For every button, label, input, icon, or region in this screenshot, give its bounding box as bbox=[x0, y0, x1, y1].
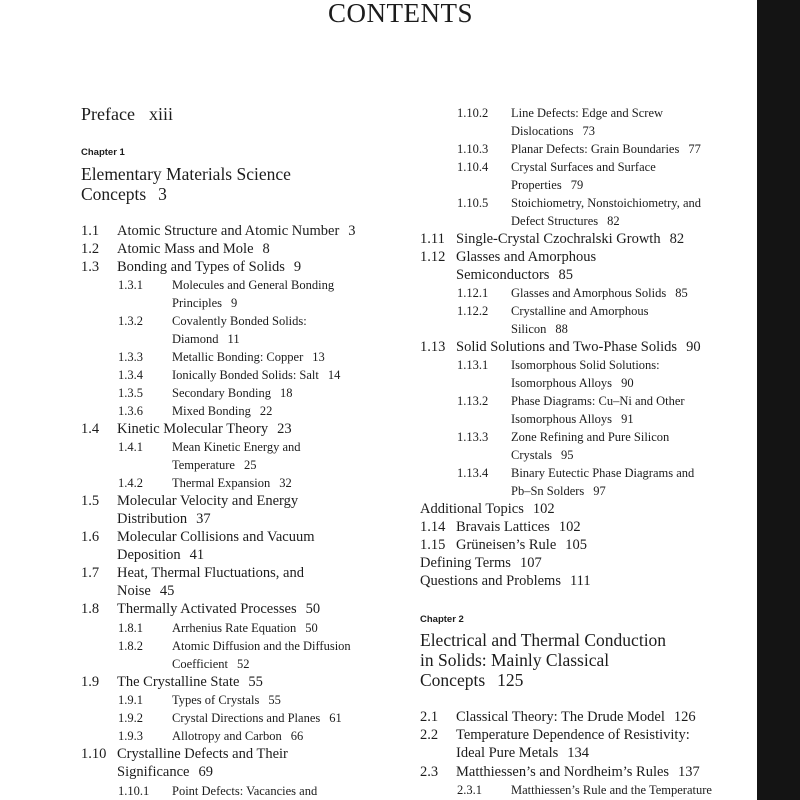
entry-title: Molecular Velocity and Energy bbox=[117, 493, 299, 509]
entry-number: 1.10.5 bbox=[457, 196, 489, 210]
entry-title: Mean Kinetic Energy and bbox=[172, 440, 301, 454]
chapter-1-label: Chapter 1 bbox=[81, 147, 125, 158]
entry-page: 107 bbox=[519, 555, 542, 571]
entry-number: 1.5 bbox=[81, 493, 100, 509]
entry-page: 9 bbox=[231, 296, 238, 310]
entry-title: Mixed Bonding bbox=[172, 404, 251, 418]
toc-entry-additional-topics[interactable] bbox=[420, 500, 555, 518]
entry-title: Atomic Structure and Atomic Number bbox=[117, 223, 340, 239]
entry-title: Bravais Lattices bbox=[456, 519, 550, 535]
entry-title: Metallic Bonding: Copper bbox=[172, 350, 304, 364]
entry-title-cont: Temperature bbox=[172, 458, 235, 472]
entry-title-cont: Pb–Sn Solders bbox=[511, 484, 585, 498]
entry-title-cont: Ideal Pure Metals bbox=[456, 745, 559, 761]
entry-page: 111 bbox=[569, 573, 591, 589]
entry-title: Secondary Bonding bbox=[172, 386, 271, 400]
chapter-1-title-line2[interactable]: Concepts 3 bbox=[81, 184, 167, 204]
entry-page: 41 bbox=[189, 547, 205, 563]
entry-number: 1.13.2 bbox=[457, 394, 489, 408]
entry-page: 69 bbox=[198, 764, 213, 780]
entry-number: 1.3.1 bbox=[118, 278, 143, 292]
entry-page: 82 bbox=[607, 214, 620, 228]
entry-page: 23 bbox=[277, 421, 292, 437]
page-edge-shadow bbox=[757, 0, 800, 800]
chapter-1-page: 3 bbox=[158, 184, 167, 204]
entry-number: 1.6 bbox=[81, 529, 100, 545]
entry-number: 2.1 bbox=[420, 709, 439, 725]
entry-number: 1.9.2 bbox=[118, 711, 143, 725]
entry-title: Atomic Mass and Mole bbox=[117, 241, 254, 257]
entry-title-cont: Defect Structures bbox=[511, 214, 599, 228]
entry-title: Molecular Collisions and Vacuum bbox=[117, 529, 315, 545]
entry-number: 1.2 bbox=[81, 241, 100, 257]
entry-title: Glasses and Amorphous Solids bbox=[511, 286, 667, 300]
entry-number: 1.13.4 bbox=[457, 466, 489, 480]
entry-title: Questions and Problems bbox=[420, 573, 561, 589]
entry-page: 61 bbox=[329, 711, 342, 725]
entry-number: 1.8.1 bbox=[118, 621, 143, 635]
entry-title: Solid Solutions and Two-Phase Solids bbox=[456, 339, 678, 355]
entry-number: 1.12.2 bbox=[457, 304, 489, 318]
entry-title: Types of Crystals bbox=[172, 693, 260, 707]
entry-title-cont: Significance bbox=[117, 764, 190, 780]
entry-page: 55 bbox=[268, 693, 281, 707]
entry-title: Thermally Activated Processes bbox=[117, 601, 297, 617]
entry-page: 102 bbox=[532, 501, 555, 517]
entry-number: 1.3.4 bbox=[118, 368, 143, 382]
entry-title: Molecules and General Bonding bbox=[172, 278, 335, 292]
entry-title: Defining Terms bbox=[420, 555, 511, 571]
entry-title: Isomorphous Solid Solutions: bbox=[511, 358, 660, 372]
entry-number: 1.15 bbox=[420, 537, 446, 553]
entry-page: 32 bbox=[279, 476, 292, 490]
entry-page: 45 bbox=[159, 583, 175, 599]
entry-number: 1.8 bbox=[81, 601, 100, 617]
entry-title-cont: Distribution bbox=[117, 511, 188, 527]
entry-page: 88 bbox=[555, 322, 568, 336]
entry-number: 1.3 bbox=[81, 259, 100, 275]
entry-title-cont: Crystals bbox=[511, 448, 552, 462]
entry-number: 1.13.1 bbox=[457, 358, 489, 372]
entry-page: 18 bbox=[279, 386, 293, 400]
entry-page: 50 bbox=[305, 601, 321, 617]
entry-number: 1.12 bbox=[420, 249, 446, 265]
entry-title: Ionically Bonded Solids: Salt bbox=[172, 368, 319, 382]
entry-number: 1.9.3 bbox=[118, 729, 143, 743]
entry-title: Phase Diagrams: Cu–Ni and Other bbox=[511, 394, 685, 408]
entry-page: 85 bbox=[675, 286, 688, 300]
entry-number: 1.10.2 bbox=[457, 106, 489, 120]
entry-number: 1.10.4 bbox=[457, 160, 489, 174]
entry-title: Matthiessen’s Rule and the Temperature bbox=[511, 783, 712, 797]
entry-title: Planar Defects: Grain Boundaries bbox=[511, 142, 680, 156]
entry-title: Kinetic Molecular Theory bbox=[117, 421, 269, 437]
entry-page: 105 bbox=[565, 537, 588, 553]
entry-title: Heat, Thermal Fluctuations, and bbox=[117, 565, 304, 581]
entry-page: 50 bbox=[305, 621, 318, 635]
entry-number: 1.3.5 bbox=[118, 386, 143, 400]
chapter-2-label: Chapter 2 bbox=[420, 614, 464, 625]
entry-number: 2.3 bbox=[420, 764, 439, 780]
entry-number: 1.1 bbox=[81, 223, 100, 239]
entry-title: Grüneisen’s Rule bbox=[456, 537, 557, 553]
entry-page: 134 bbox=[567, 745, 590, 761]
chapter-2-title-line2[interactable]: in Solids: Mainly Classical bbox=[420, 650, 610, 670]
entry-page: 9 bbox=[293, 259, 302, 275]
entry-number: 2.3.1 bbox=[457, 783, 482, 797]
entry-number: 1.3.6 bbox=[118, 404, 143, 418]
entry-title: Thermal Expansion bbox=[172, 476, 271, 490]
toc-entry-questions-and-problems[interactable] bbox=[420, 572, 591, 590]
entry-title: Crystal Surfaces and Surface bbox=[511, 160, 656, 174]
entry-page: 73 bbox=[582, 124, 595, 138]
entry-title: Crystalline Defects and Their bbox=[117, 746, 288, 762]
entry-page: 55 bbox=[248, 674, 263, 690]
entry-title: Atomic Diffusion and the Diffusion bbox=[172, 639, 351, 653]
entry-title: Classical Theory: The Drude Model bbox=[456, 709, 665, 725]
entry-page: 22 bbox=[259, 404, 273, 418]
entry-number: 1.4 bbox=[81, 421, 100, 437]
entry-number: 1.4.1 bbox=[118, 440, 143, 454]
entry-number: 1.9.1 bbox=[118, 693, 143, 707]
entry-number: 2.2 bbox=[420, 727, 439, 743]
entry-number: 1.10.3 bbox=[457, 142, 489, 156]
entry-title: Allotropy and Carbon bbox=[172, 729, 282, 743]
toc-entry-defining-terms[interactable] bbox=[420, 554, 542, 572]
entry-page: 66 bbox=[290, 729, 304, 743]
entry-page: 13 bbox=[312, 350, 325, 364]
entry-title-cont: Properties bbox=[511, 178, 562, 192]
entry-title: Temperature Dependence of Resistivity: bbox=[456, 727, 690, 743]
entry-title: Crystal Directions and Planes bbox=[172, 711, 321, 725]
entry-title-cont: Semiconductors bbox=[456, 267, 550, 283]
entry-number: 1.3.2 bbox=[118, 314, 143, 328]
entry-title-cont: Isomorphous Alloys bbox=[511, 376, 613, 390]
entry-number: 1.3.3 bbox=[118, 350, 143, 364]
entry-page: 52 bbox=[237, 657, 250, 671]
entry-title-cont: Coefficient bbox=[172, 657, 228, 671]
page-title: CONTENTS bbox=[328, 0, 473, 28]
entry-page: 90 bbox=[686, 339, 701, 355]
chapter-1-title-line1[interactable]: Elementary Materials Science bbox=[81, 164, 291, 184]
entry-title: Zone Refining and Pure Silicon bbox=[511, 430, 670, 444]
entry-title: Arrhenius Rate Equation bbox=[172, 621, 297, 635]
toc-preface[interactable] bbox=[81, 104, 173, 124]
entry-title: Additional Topics bbox=[420, 501, 524, 517]
chapter-2-title-line3[interactable]: Concepts 125 bbox=[420, 670, 524, 690]
entry-number: 1.9 bbox=[81, 674, 100, 690]
entry-page: 126 bbox=[673, 709, 696, 725]
entry-number: 1.10.1 bbox=[118, 784, 150, 798]
entry-page: 91 bbox=[621, 412, 634, 426]
entry-page: 79 bbox=[570, 178, 584, 192]
entry-title: Crystalline and Amorphous bbox=[511, 304, 649, 318]
entry-title-cont: Noise bbox=[117, 583, 151, 599]
entry-title-cont: Diamond bbox=[172, 332, 219, 346]
entry-page: 77 bbox=[688, 142, 701, 156]
entry-page: 25 bbox=[243, 458, 257, 472]
entry-page: 97 bbox=[593, 484, 606, 498]
entry-page: 14 bbox=[327, 368, 341, 382]
entry-number: 1.11 bbox=[420, 231, 445, 247]
entry-title-cont: Principles bbox=[172, 296, 222, 310]
entry-page: 37 bbox=[196, 511, 211, 527]
entry-number: 1.4.2 bbox=[118, 476, 143, 490]
entry-page: 82 bbox=[669, 231, 685, 247]
entry-page: 137 bbox=[678, 764, 700, 780]
entry-page: 8 bbox=[262, 241, 270, 257]
entry-page: 95 bbox=[560, 448, 574, 462]
entry-page: 102 bbox=[558, 519, 581, 535]
entry-page: 90 bbox=[621, 376, 634, 390]
entry-number: 1.13 bbox=[420, 339, 446, 355]
entry-number: 1.13.3 bbox=[457, 430, 489, 444]
entry-title: Bonding and Types of Solids bbox=[117, 259, 285, 275]
entry-title: Stoichiometry, Nonstoichiometry, and bbox=[511, 196, 702, 210]
chapter-2-title-line1[interactable]: Electrical and Thermal Conduction bbox=[420, 630, 667, 650]
entry-title-cont: Deposition bbox=[117, 547, 181, 563]
entry-title-cont: Isomorphous Alloys bbox=[511, 412, 613, 426]
entry-title: Covalently Bonded Solids: bbox=[172, 314, 307, 328]
entry-page: 11 bbox=[227, 332, 240, 346]
entry-title-cont: Dislocations bbox=[511, 124, 574, 138]
entry-title: Binary Eutectic Phase Diagrams and bbox=[511, 466, 695, 480]
entry-title: Single-Crystal Czochralski Growth bbox=[456, 231, 661, 247]
preface-title: Preface bbox=[81, 104, 135, 124]
chapter-2-page: 125 bbox=[497, 670, 524, 690]
entry-title: Glasses and Amorphous bbox=[456, 249, 597, 265]
entry-page: 3 bbox=[348, 223, 356, 239]
entry-number: 1.10 bbox=[81, 746, 107, 762]
entry-number: 1.14 bbox=[420, 519, 446, 535]
entry-page: 85 bbox=[558, 267, 573, 283]
entry-number: 1.7 bbox=[81, 565, 100, 581]
entry-number: 1.12.1 bbox=[457, 286, 489, 300]
entry-title: Matthiessen’s and Nordheim’s Rules bbox=[456, 764, 670, 780]
preface-page: xiii bbox=[148, 104, 173, 124]
entry-number: 1.8.2 bbox=[118, 639, 143, 653]
entry-title-cont: Silicon bbox=[511, 322, 547, 336]
entry-title: Line Defects: Edge and Screw bbox=[511, 106, 664, 120]
entry-title: The Crystalline State bbox=[117, 674, 240, 690]
entry-title: Point Defects: Vacancies and bbox=[172, 784, 318, 798]
